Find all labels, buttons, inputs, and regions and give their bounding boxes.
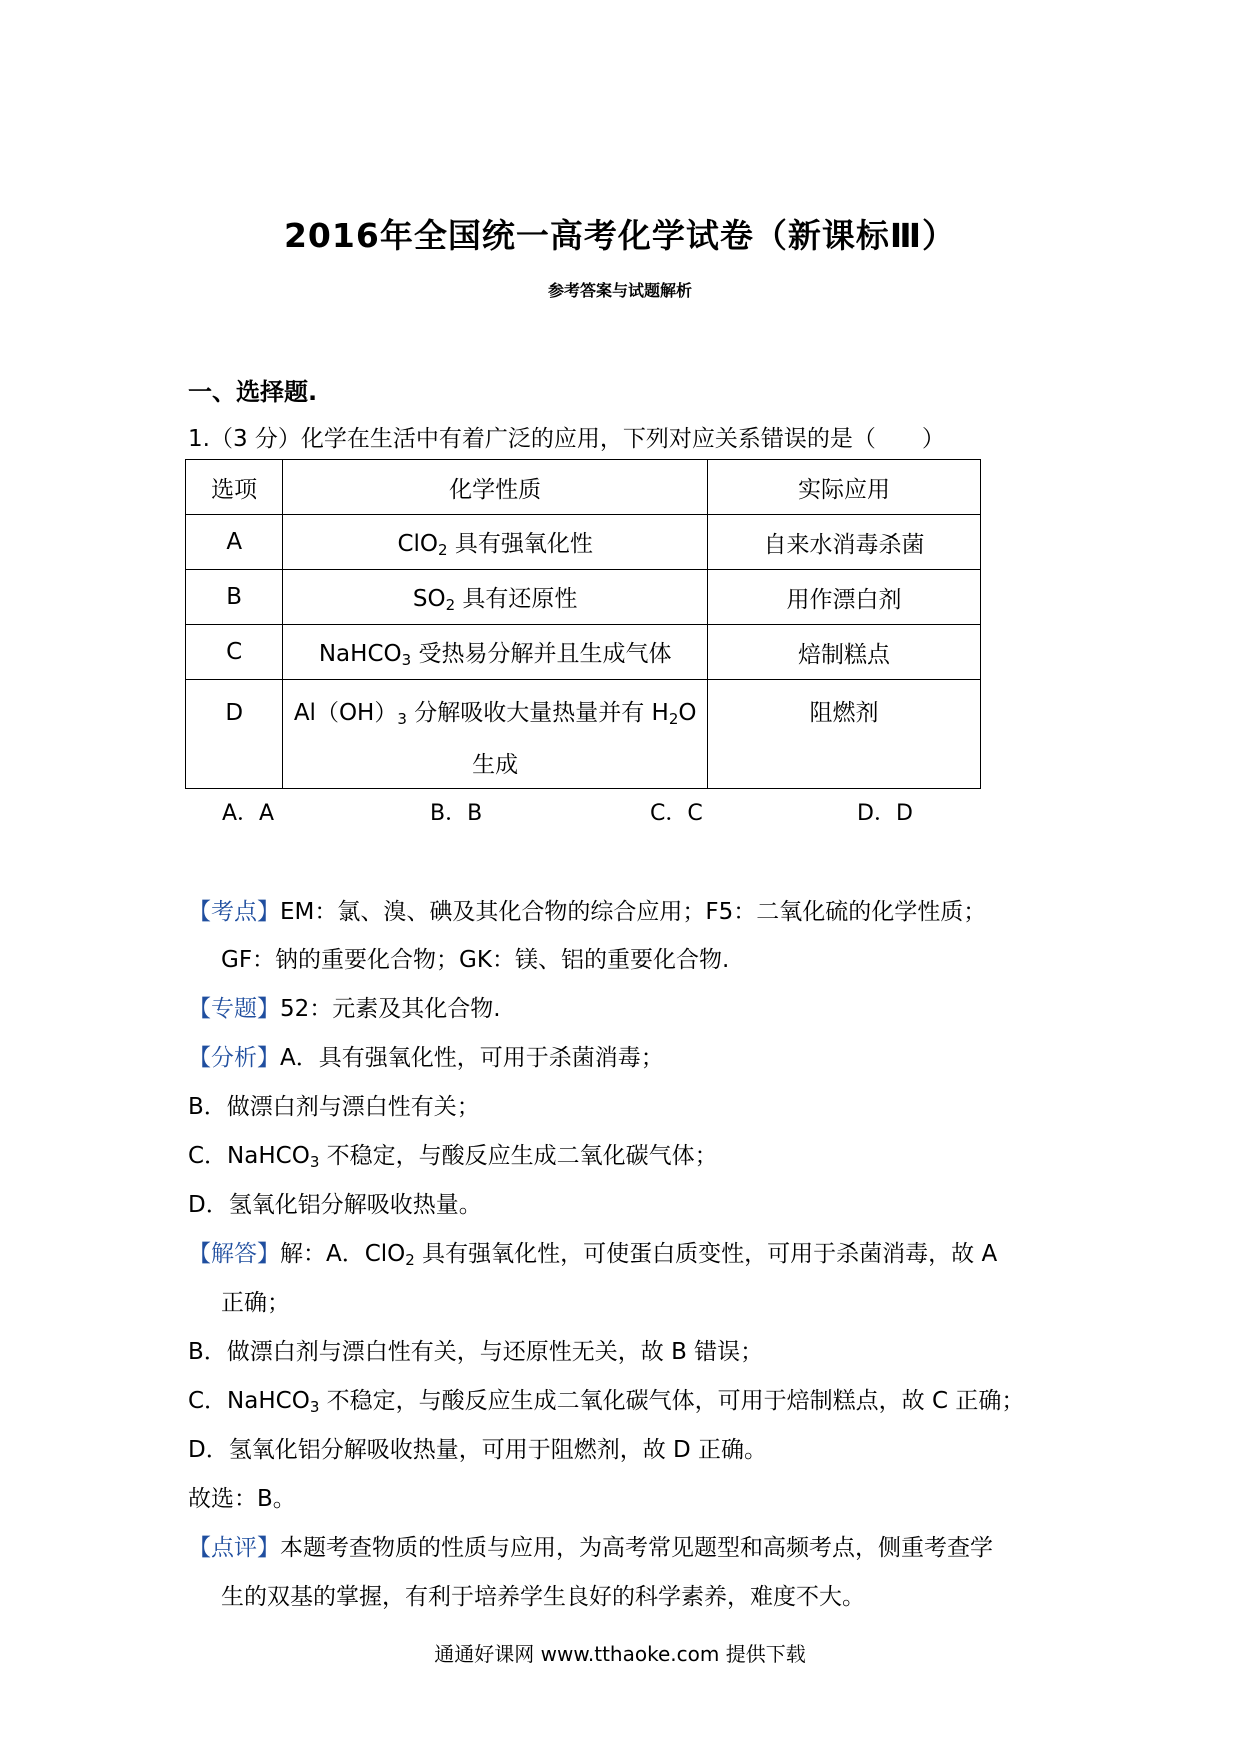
dianping-line-2: 生的双基的掌握，有利于培养学生良好的科学素养，难度不大。 <box>221 1584 865 1610</box>
jieda-d: D．氢氧化铝分解吸收热量，可用于阻燃剂，故 D 正确。 <box>188 1437 768 1463</box>
property-text: 具有强氧化性 <box>447 531 593 557</box>
jieda-a-post: 具有强氧化性，可使蛋白质变性，可用于杀菌消毒，故 A <box>414 1241 998 1267</box>
subscript: 2 <box>438 541 448 559</box>
subscript: 2 <box>668 710 679 728</box>
property-cell <box>283 625 708 680</box>
subscript: 3 <box>401 651 412 669</box>
page-title: 2016年全国统一高考化学试卷（新课标Ⅲ） <box>283 216 957 255</box>
jieda-c-post: 不稳定，与酸反应生成二氧化碳气体，可用于焙制糕点，故 C 正确； <box>319 1388 1025 1414</box>
fenxi-line <box>188 1039 664 1072</box>
subscript: 2 <box>445 596 456 614</box>
table-row <box>186 570 981 625</box>
application-cell: 自来水消毒杀菌 <box>707 515 980 570</box>
choice-c: C．C <box>650 801 703 826</box>
kaodian-line <box>188 893 986 926</box>
choice-d: D．D <box>857 801 913 826</box>
jieda-c-pre: C．NaHCO <box>188 1388 310 1414</box>
application-cell: 阻燃剂 <box>707 680 980 789</box>
kaodian-text: EM：氯、溴、碘及其化合物的综合应用；F5：二氧化硫的化学性质； <box>280 899 987 925</box>
question-stem: 1.（3 分）化学在生活中有着广泛的应用，下列对应关系错误的是（ ） <box>188 426 945 452</box>
kaodian-line-2: GF：钠的重要化合物；GK：镁、铝的重要化合物. <box>221 947 730 973</box>
subscript: 3 <box>309 1153 320 1171</box>
zhuanti-line <box>188 990 501 1023</box>
jieda-line <box>188 1235 997 1269</box>
formula: SO <box>412 586 446 612</box>
jieda-a-2: 正确； <box>221 1290 290 1316</box>
choice-b: B．B <box>430 801 483 826</box>
table-row <box>186 680 981 789</box>
dianping-line <box>188 1529 993 1562</box>
fenxi-b: B．做漂白剂与漂白性有关； <box>188 1094 480 1120</box>
table-header-cell: 实际应用 <box>707 460 980 515</box>
section-heading: 一、选择题. <box>188 378 318 406</box>
property-cell <box>283 570 708 625</box>
formula: NaHCO <box>318 641 402 667</box>
fenxi-d: D．氢氧化铝分解吸收热量。 <box>188 1192 482 1218</box>
zhuanti-tag: 【专题】 <box>188 996 280 1022</box>
fenxi-c-text: C．NaHCO <box>188 1143 310 1169</box>
option-cell: D <box>186 680 283 789</box>
formula: Al（OH） <box>293 700 398 726</box>
option-cell: A <box>186 515 283 570</box>
jieda-tag: 【解答】 <box>188 1241 280 1267</box>
page-subtitle: 参考答案与试题解析 <box>547 281 692 300</box>
subscript: 3 <box>397 710 407 728</box>
property-text-line2: 生成 <box>472 752 519 778</box>
property-text: O <box>678 700 697 726</box>
fenxi-c <box>188 1137 718 1171</box>
fenxi-a: A．具有强氧化性，可用于杀菌消毒； <box>280 1045 664 1071</box>
fenxi-c-post: 不稳定，与酸反应生成二氧化碳气体； <box>319 1143 718 1169</box>
subscript: 2 <box>405 1251 415 1269</box>
zhuanti-text: 52：元素及其化合物. <box>280 996 501 1022</box>
options-table <box>185 459 981 789</box>
property-text: 受热易分解并且生成气体 <box>411 641 672 667</box>
property-cell <box>283 515 708 570</box>
option-cell: B <box>186 570 283 625</box>
table-row <box>186 625 981 680</box>
choice-a: A．A <box>222 801 275 826</box>
formula: ClO <box>397 531 438 557</box>
option-cell: C <box>186 625 283 680</box>
footer-text: 通通好课网 www.tthaoke.com 提供下载 <box>434 1642 806 1666</box>
answer-line: 故选：B。 <box>188 1486 296 1512</box>
jieda-c <box>188 1382 1024 1416</box>
application-cell: 焙制糕点 <box>707 625 980 680</box>
property-cell <box>283 680 708 789</box>
jieda-a-pre: 解：A．ClO <box>280 1241 406 1267</box>
fenxi-tag: 【分析】 <box>188 1045 280 1071</box>
application-cell: 用作漂白剂 <box>707 570 980 625</box>
dianping-text: 本题考查物质的性质与应用，为高考常见题型和高频考点，侧重考查学 <box>280 1535 993 1561</box>
table-header-cell: 化学性质 <box>283 460 708 515</box>
subscript: 3 <box>309 1398 320 1416</box>
jieda-b: B．做漂白剂与漂白性有关，与还原性无关，故 B 错误； <box>188 1339 764 1365</box>
table-row <box>186 515 981 570</box>
dianping-tag: 【点评】 <box>188 1535 280 1561</box>
property-text: 分解吸收大量热量并有 H <box>406 700 669 726</box>
table-header-cell: 选项 <box>186 460 283 515</box>
kaodian-tag: 【考点】 <box>188 899 280 925</box>
table-header-row <box>186 460 981 515</box>
property-text: 具有还原性 <box>455 586 578 612</box>
